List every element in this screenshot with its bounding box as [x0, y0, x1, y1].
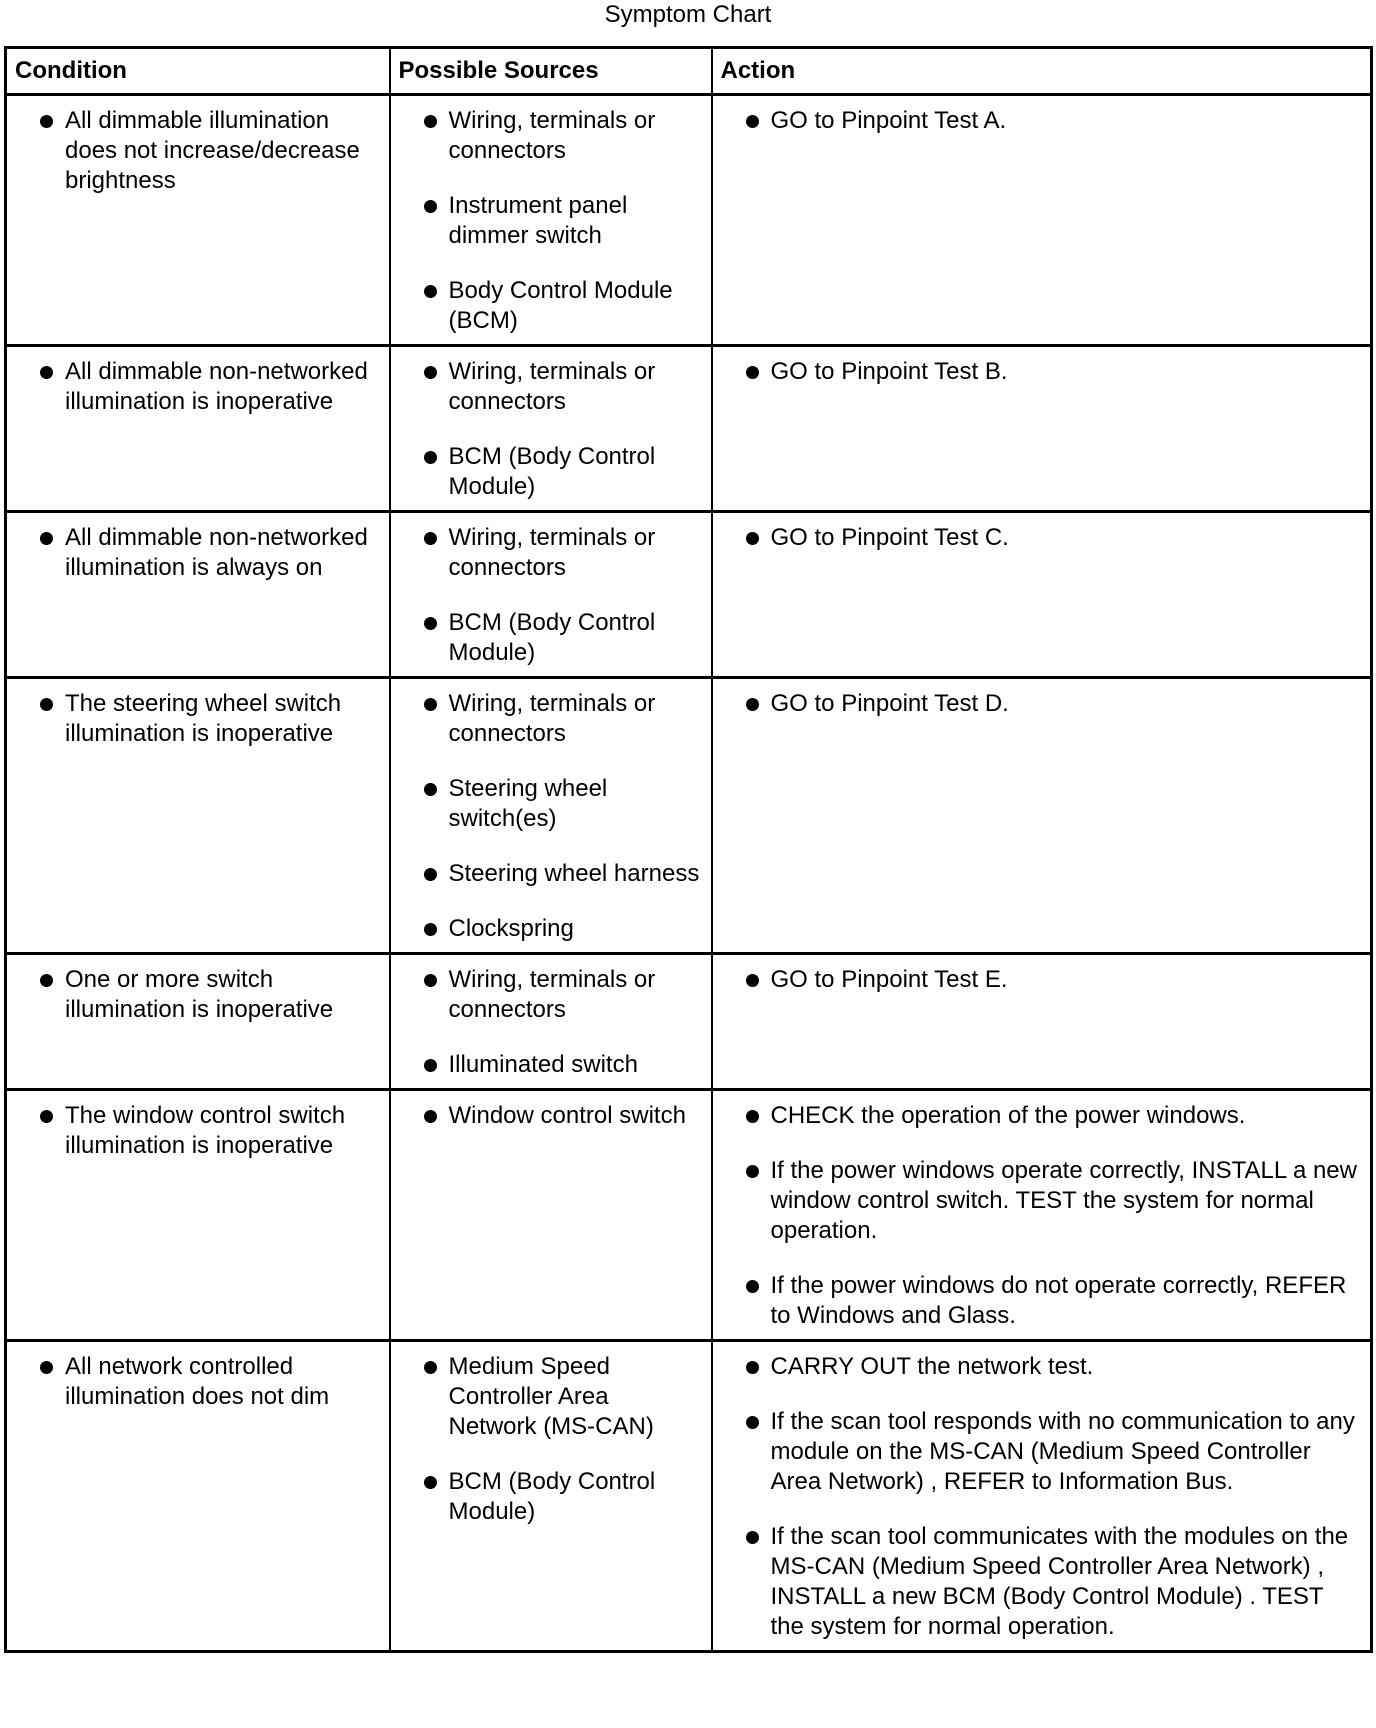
action-cell: [712, 346, 1372, 512]
condition-list: [15, 1352, 381, 1412]
source-item: Instrument panel dimmer switch: [399, 191, 703, 251]
condition-cell: [6, 95, 390, 346]
actions-list: [721, 1352, 1363, 1642]
action-item: If the scan tool responds with no communication to any module on the MS-CAN (Medium Speed Controller Area Network) , REFER to Information Bus.: [721, 1407, 1363, 1497]
action-item: GO to Pinpoint Test C.: [721, 523, 1363, 553]
actions-list: [721, 689, 1363, 719]
condition-cell: [6, 678, 390, 954]
source-item: Window control switch: [399, 1101, 703, 1131]
header-condition: Condition: [6, 48, 390, 95]
action-item: CHECK the operation of the power windows.: [721, 1101, 1363, 1131]
actions-list: [721, 965, 1363, 995]
sources-list: [399, 357, 703, 502]
condition-list: [15, 1101, 381, 1161]
actions-list: [721, 1101, 1363, 1331]
possible-sources-cell: [390, 954, 712, 1090]
condition-cell: [6, 1341, 390, 1652]
source-item: Clockspring: [399, 914, 703, 944]
action-item: If the scan tool communicates with the modules on the MS-CAN (Medium Speed Controller Area Network) , INSTALL a new BCM (Body Control Module) . TEST the system for normal operation.: [721, 1522, 1363, 1642]
action-cell: [712, 1090, 1372, 1341]
sources-list: [399, 689, 703, 944]
source-item: BCM (Body Control Module): [399, 442, 703, 502]
source-item: Steering wheel switch(es): [399, 774, 703, 834]
condition-cell: [6, 954, 390, 1090]
table-row: [6, 678, 1372, 954]
action-item: CARRY OUT the network test.: [721, 1352, 1363, 1382]
table-row: [6, 1341, 1372, 1652]
action-item: GO to Pinpoint Test E.: [721, 965, 1363, 995]
sources-list: [399, 106, 703, 336]
condition-list: [15, 523, 381, 583]
symptom-table: [4, 46, 1373, 1653]
sources-list: [399, 1352, 703, 1527]
condition-cell: [6, 346, 390, 512]
action-item: GO to Pinpoint Test A.: [721, 106, 1363, 136]
condition-item: All network controlled illumination does not dim: [15, 1352, 381, 1412]
actions-list: [721, 357, 1363, 387]
source-item: Steering wheel harness: [399, 859, 703, 889]
actions-list: [721, 106, 1363, 136]
sources-list: [399, 523, 703, 668]
source-item: BCM (Body Control Module): [399, 608, 703, 668]
page-title: Symptom Chart: [604, 1, 772, 28]
action-item: GO to Pinpoint Test D.: [721, 689, 1363, 719]
source-item: Wiring, terminals or connectors: [399, 523, 703, 583]
possible-sources-cell: [390, 512, 712, 678]
action-item: GO to Pinpoint Test B.: [721, 357, 1363, 387]
action-cell: [712, 678, 1372, 954]
condition-item: The window control switch illumination is inoperative: [15, 1101, 381, 1161]
condition-cell: [6, 1090, 390, 1341]
source-item: BCM (Body Control Module): [399, 1467, 703, 1527]
table-row: [6, 95, 1372, 346]
action-cell: [712, 954, 1372, 1090]
possible-sources-cell: [390, 1341, 712, 1652]
action-cell: [712, 512, 1372, 678]
condition-list: [15, 357, 381, 417]
action-item: If the power windows operate correctly, INSTALL a new window control switch. TEST the system for normal operation.: [721, 1156, 1363, 1246]
source-item: Wiring, terminals or connectors: [399, 689, 703, 749]
condition-item: All dimmable non-networked illumination is always on: [15, 523, 381, 583]
possible-sources-cell: [390, 95, 712, 346]
source-item: Illuminated switch: [399, 1050, 703, 1080]
table-row: [6, 954, 1372, 1090]
source-item: Wiring, terminals or connectors: [399, 106, 703, 166]
condition-item: All dimmable illumination does not increase/decrease brightness: [15, 106, 381, 196]
header-action: Action: [712, 48, 1372, 95]
action-cell: [712, 1341, 1372, 1652]
source-item: Wiring, terminals or connectors: [399, 965, 703, 1025]
table-row: [6, 512, 1372, 678]
sources-list: [399, 965, 703, 1080]
possible-sources-cell: [390, 678, 712, 954]
condition-list: [15, 965, 381, 1025]
condition-item: All dimmable non-networked illumination is inoperative: [15, 357, 381, 417]
possible-sources-cell: [390, 1090, 712, 1341]
source-item: Wiring, terminals or connectors: [399, 357, 703, 417]
header-row: [6, 48, 1372, 95]
condition-item: One or more switch illumination is inoperative: [15, 965, 381, 1025]
header-possible-sources: Possible Sources: [390, 48, 712, 95]
condition-cell: [6, 512, 390, 678]
actions-list: [721, 523, 1363, 553]
condition-list: [15, 106, 381, 196]
source-item: Medium Speed Controller Area Network (MS-CAN): [399, 1352, 703, 1442]
action-cell: [712, 95, 1372, 346]
sources-list: [399, 1101, 703, 1131]
table-row: [6, 346, 1372, 512]
condition-list: [15, 689, 381, 749]
table-row: [6, 1090, 1372, 1341]
possible-sources-cell: [390, 346, 712, 512]
action-item: If the power windows do not operate correctly, REFER to Windows and Glass.: [721, 1271, 1363, 1331]
table-body: [6, 95, 1372, 1652]
source-item: Body Control Module (BCM): [399, 276, 703, 336]
condition-item: The steering wheel switch illumination is inoperative: [15, 689, 381, 749]
